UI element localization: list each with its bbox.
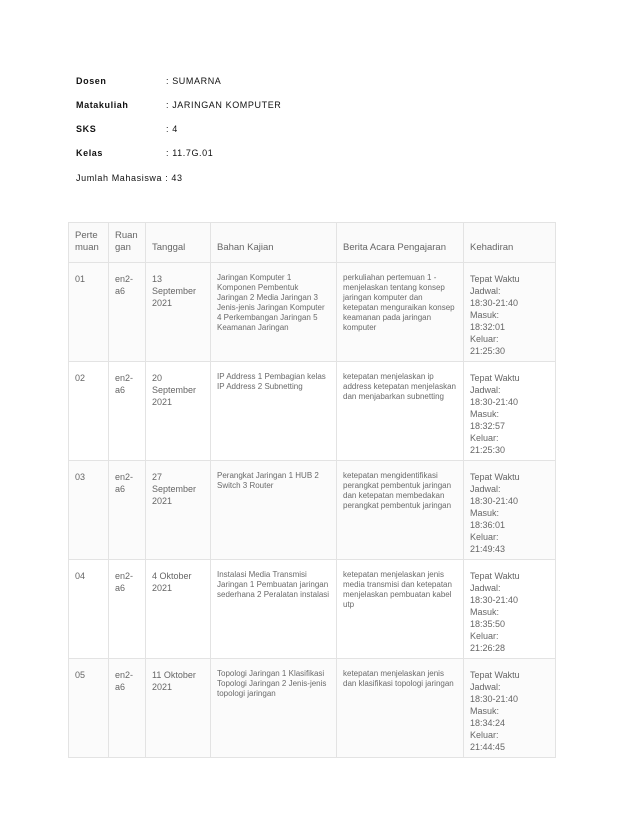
- keluar-value: 21:25:30: [470, 346, 506, 356]
- table-row: [69, 659, 556, 758]
- jadwal-value: 18:30-21:40: [470, 595, 519, 605]
- jadwal-value: 18:30-21:40: [470, 397, 519, 407]
- table-row: [69, 362, 556, 461]
- dosen-label: Dosen: [76, 76, 107, 86]
- cell-tanggal: 11 Oktober 2021: [146, 659, 211, 758]
- masuk-value: 18:34:24: [470, 718, 506, 728]
- keluar-value: 21:44:45: [470, 742, 506, 752]
- status-text: Tepat Waktu: [470, 274, 520, 284]
- cell-pertemuan: 05: [69, 659, 109, 758]
- masuk-label: Masuk:: [470, 607, 500, 617]
- cell-pertemuan: 02: [69, 362, 109, 461]
- sks-value: : 4: [166, 124, 178, 134]
- sks-label: SKS: [76, 124, 97, 134]
- cell-tanggal: 20 September 2021: [146, 362, 211, 461]
- jadwal-label: Jadwal:: [470, 385, 501, 395]
- header-ruangan: Ruan gan: [109, 223, 146, 263]
- masuk-label: Masuk:: [470, 310, 500, 320]
- table-row: [69, 263, 556, 362]
- status-text: Tepat Waktu: [470, 373, 520, 383]
- cell-berita-acara: ketepatan menjelaskan jenis dan klasifikasi topologi jaringan: [337, 659, 464, 758]
- jadwal-label: Jadwal:: [470, 682, 501, 692]
- header-bahan-kajian: Bahan Kajian: [211, 223, 337, 263]
- kelas-value: : 11.7G.01: [166, 148, 214, 158]
- jadwal-value: 18:30-21:40: [470, 496, 519, 506]
- keluar-label: Keluar:: [470, 433, 499, 443]
- attendance-table: [68, 222, 556, 758]
- cell-ruangan: en2-a6: [109, 362, 146, 461]
- header-pertemuan: Perte muan: [69, 223, 109, 263]
- jadwal-value: 18:30-21:40: [470, 298, 519, 308]
- cell-tanggal: 13 September 2021: [146, 263, 211, 362]
- cell-tanggal: 4 Oktober 2021: [146, 560, 211, 659]
- cell-kehadiran: [464, 659, 556, 758]
- jadwal-label: Jadwal:: [470, 583, 501, 593]
- kelas-label: Kelas: [76, 148, 104, 158]
- dosen-row: [76, 76, 222, 86]
- masuk-value: 18:32:57: [470, 421, 506, 431]
- kelas-row: [76, 148, 214, 158]
- masuk-label: Masuk:: [470, 508, 500, 518]
- masuk-value: 18:35:50: [470, 619, 506, 629]
- masuk-label: Masuk:: [470, 409, 500, 419]
- cell-kehadiran: [464, 263, 556, 362]
- cell-kehadiran: [464, 461, 556, 560]
- cell-pertemuan: 03: [69, 461, 109, 560]
- matakuliah-row: [76, 100, 282, 110]
- cell-berita-acara: ketepatan mengidentifikasi perangkat pembentuk jaringan dan ketepatan membedakan perangkat pembentuk jaringan: [337, 461, 464, 560]
- cell-bahan-kajian: Jaringan Komputer 1 Komponen Pembentuk Jaringan 2 Media Jaringan 3 Jenis-jenis Jaringan Komputer 4 Perkembangan Jaringan 5 Keamanan Jaringan: [211, 263, 337, 362]
- keluar-value: 21:49:43: [470, 544, 506, 554]
- jumlah-mahasiswa: [76, 173, 183, 183]
- keluar-value: 21:26:28: [470, 643, 506, 653]
- header-berita-acara: Berita Acara Pengajaran: [337, 223, 464, 263]
- keluar-label: Keluar:: [470, 631, 499, 641]
- keluar-value: 21:25:30: [470, 445, 506, 455]
- status-text: Tepat Waktu: [470, 670, 520, 680]
- cell-kehadiran: [464, 362, 556, 461]
- cell-tanggal: 27 September 2021: [146, 461, 211, 560]
- keluar-label: Keluar:: [470, 730, 499, 740]
- jadwal-label: Jadwal:: [470, 286, 501, 296]
- jadwal-value: 18:30-21:40: [470, 694, 519, 704]
- cell-ruangan: en2-a6: [109, 263, 146, 362]
- cell-berita-acara: perkuliahan pertemuan 1 - menjelaskan tentang konsep jaringan komputer dan ketepatan menguraikan konsep keamanan pada jaringan komputer: [337, 263, 464, 362]
- masuk-value: 18:36:01: [470, 520, 506, 530]
- masuk-value: 18:32:01: [470, 322, 506, 332]
- jadwal-label: Jadwal:: [470, 484, 501, 494]
- status-text: Tepat Waktu: [470, 571, 520, 581]
- cell-ruangan: en2-a6: [109, 461, 146, 560]
- table-row: [69, 560, 556, 659]
- cell-pertemuan: 04: [69, 560, 109, 659]
- sks-row: [76, 124, 178, 134]
- matakuliah-label: Matakuliah: [76, 100, 129, 110]
- cell-berita-acara: ketepatan menjelaskan jenis media transmisi dan ketepatan menjelaskan pembuatan kabel utp: [337, 560, 464, 659]
- cell-ruangan: en2-a6: [109, 659, 146, 758]
- cell-pertemuan: 01: [69, 263, 109, 362]
- keluar-label: Keluar:: [470, 334, 499, 344]
- dosen-value: : SUMARNA: [166, 76, 222, 86]
- cell-bahan-kajian: Instalasi Media Transmisi Jaringan 1 Pembuatan jaringan sederhana 2 Peralatan instalasi: [211, 560, 337, 659]
- table-row: [69, 461, 556, 560]
- jumlah-mahasiswa-text: Jumlah Mahasiswa : 43: [76, 173, 183, 183]
- matakuliah-value: : JARINGAN KOMPUTER: [166, 100, 282, 110]
- header-tanggal: Tanggal: [146, 223, 211, 263]
- header-kehadiran: Kehadiran: [464, 223, 556, 263]
- cell-kehadiran: [464, 560, 556, 659]
- cell-bahan-kajian: Topologi Jaringan 1 Klasifikasi Topologi Jaringan 2 Jenis-jenis topologi jaringan: [211, 659, 337, 758]
- cell-ruangan: en2-a6: [109, 560, 146, 659]
- keluar-label: Keluar:: [470, 532, 499, 542]
- table-header-row: [69, 223, 556, 263]
- cell-bahan-kajian: IP Address 1 Pembagian kelas IP Address 2 Subnetting: [211, 362, 337, 461]
- cell-bahan-kajian: Perangkat Jaringan 1 HUB 2 Switch 3 Router: [211, 461, 337, 560]
- masuk-label: Masuk:: [470, 706, 500, 716]
- status-text: Tepat Waktu: [470, 472, 520, 482]
- cell-berita-acara: ketepatan menjelaskan ip address ketepatan menjelaskan dan menjabarkan subnetting: [337, 362, 464, 461]
